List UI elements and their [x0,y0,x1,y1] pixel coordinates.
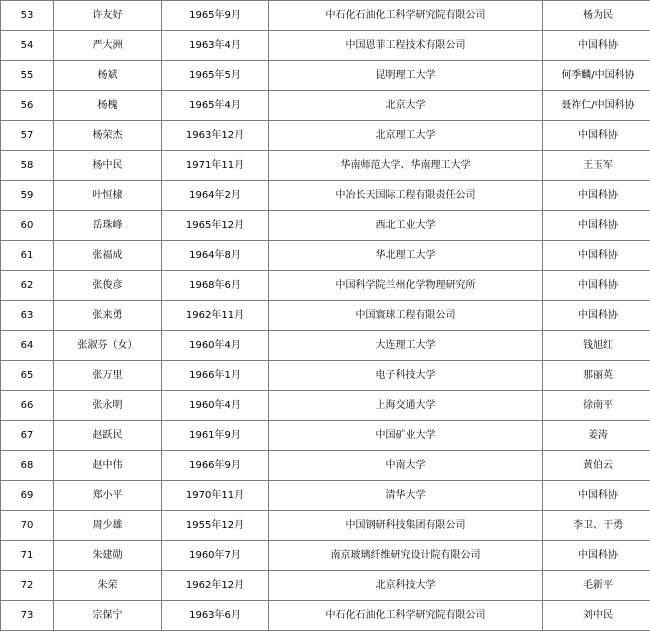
table-row [1,361,650,391]
candidate-table-body [1,1,650,631]
birth-date: 1965年5月 [162,61,269,91]
row-number: 61 [1,241,54,271]
person-name: 张永明 [54,391,162,421]
table-row [1,1,650,31]
row-number: 54 [1,31,54,61]
person-name: 严大洲 [54,31,162,61]
row-number: 53 [1,1,54,31]
row-number: 66 [1,391,54,421]
recommender: 中国科协 [543,181,650,211]
table-row [1,541,650,571]
work-unit: 中国寰球工程有限公司 [269,301,543,331]
person-name: 杨斌 [54,61,162,91]
table-row [1,601,650,631]
birth-date: 1961年9月 [162,421,269,451]
recommender: 中国科协 [543,211,650,241]
birth-date: 1965年12月 [162,211,269,241]
person-name: 张淑芬（女） [54,331,162,361]
birth-date: 1968年6月 [162,271,269,301]
table-row [1,571,650,601]
recommender: 那丽英 [543,361,650,391]
person-name: 赵中伟 [54,451,162,481]
work-unit: 中国矿业大学 [269,421,543,451]
recommender: 姜涛 [543,421,650,451]
table-row [1,151,650,181]
birth-date: 1966年1月 [162,361,269,391]
row-number: 55 [1,61,54,91]
person-name: 张俊彦 [54,271,162,301]
row-number: 56 [1,91,54,121]
work-unit: 北京理工大学 [269,121,543,151]
work-unit: 北京大学 [269,91,543,121]
recommender: 黄伯云 [543,451,650,481]
work-unit: 华南师范大学、华南理工大学 [269,151,543,181]
work-unit: 西北工业大学 [269,211,543,241]
row-number: 63 [1,301,54,331]
person-name: 张万里 [54,361,162,391]
work-unit: 中石化石油化工科学研究院有限公司 [269,601,543,631]
row-number: 59 [1,181,54,211]
table-row [1,421,650,451]
table-row [1,331,650,361]
row-number: 64 [1,331,54,361]
recommender: 聂祚仁/中国科协 [543,91,650,121]
birth-date: 1964年2月 [162,181,269,211]
person-name: 张福成 [54,241,162,271]
person-name: 杨中民 [54,151,162,181]
birth-date: 1965年9月 [162,1,269,31]
birth-date: 1965年4月 [162,91,269,121]
table-row [1,391,650,421]
row-number: 71 [1,541,54,571]
row-number: 72 [1,571,54,601]
recommender: 钱旭红 [543,331,650,361]
person-name: 叶恒棣 [54,181,162,211]
table-row [1,31,650,61]
birth-date: 1964年8月 [162,241,269,271]
birth-date: 1963年6月 [162,601,269,631]
table-row [1,211,650,241]
recommender: 中国科协 [543,481,650,511]
work-unit: 中南大学 [269,451,543,481]
recommender: 中国科协 [543,31,650,61]
table-row [1,451,650,481]
birth-date: 1970年11月 [162,481,269,511]
person-name: 周少雄 [54,511,162,541]
table-row [1,61,650,91]
work-unit: 大连理工大学 [269,331,543,361]
work-unit: 北京科技大学 [269,571,543,601]
person-name: 宗保宁 [54,601,162,631]
recommender: 中国科协 [543,121,650,151]
person-name: 杨荣杰 [54,121,162,151]
recommender: 中国科协 [543,241,650,271]
recommender: 杨为民 [543,1,650,31]
table-row [1,511,650,541]
table-row [1,481,650,511]
row-number: 67 [1,421,54,451]
table-row [1,301,650,331]
row-number: 68 [1,451,54,481]
row-number: 73 [1,601,54,631]
work-unit: 昆明理工大学 [269,61,543,91]
table-row [1,181,650,211]
birth-date: 1963年12月 [162,121,269,151]
birth-date: 1960年4月 [162,391,269,421]
birth-date: 1962年12月 [162,571,269,601]
birth-date: 1955年12月 [162,511,269,541]
row-number: 69 [1,481,54,511]
person-name: 张来勇 [54,301,162,331]
work-unit: 中国钢研科技集团有限公司 [269,511,543,541]
table-row [1,121,650,151]
birth-date: 1971年11月 [162,151,269,181]
row-number: 57 [1,121,54,151]
work-unit: 电子科技大学 [269,361,543,391]
person-name: 朱建勋 [54,541,162,571]
recommender: 王玉军 [543,151,650,181]
work-unit: 清华大学 [269,481,543,511]
person-name: 岳珠峰 [54,211,162,241]
recommender: 中国科协 [543,271,650,301]
work-unit: 中国科学院兰州化学物理研究所 [269,271,543,301]
work-unit: 中冶长天国际工程有限责任公司 [269,181,543,211]
work-unit: 南京玻璃纤维研究设计院有限公司 [269,541,543,571]
recommender: 李卫、干勇 [543,511,650,541]
work-unit: 中石化石油化工科学研究院有限公司 [269,1,543,31]
birth-date: 1966年9月 [162,451,269,481]
row-number: 65 [1,361,54,391]
person-name: 郑小平 [54,481,162,511]
recommender: 中国科协 [543,541,650,571]
work-unit: 中国恩菲工程技术有限公司 [269,31,543,61]
table-row [1,271,650,301]
recommender: 何季麟/中国科协 [543,61,650,91]
recommender: 刘中民 [543,601,650,631]
birth-date: 1960年7月 [162,541,269,571]
work-unit: 华北理工大学 [269,241,543,271]
row-number: 70 [1,511,54,541]
birth-date: 1963年4月 [162,31,269,61]
person-name: 赵跃民 [54,421,162,451]
row-number: 62 [1,271,54,301]
table-row [1,241,650,271]
recommender: 中国科协 [543,301,650,331]
table-row [1,91,650,121]
person-name: 许友好 [54,1,162,31]
work-unit: 上海交通大学 [269,391,543,421]
row-number: 58 [1,151,54,181]
recommender: 徐南平 [543,391,650,421]
person-name: 朱荣 [54,571,162,601]
birth-date: 1962年11月 [162,301,269,331]
recommender: 毛新平 [543,571,650,601]
birth-date: 1960年4月 [162,331,269,361]
person-name: 杨槐 [54,91,162,121]
row-number: 60 [1,211,54,241]
